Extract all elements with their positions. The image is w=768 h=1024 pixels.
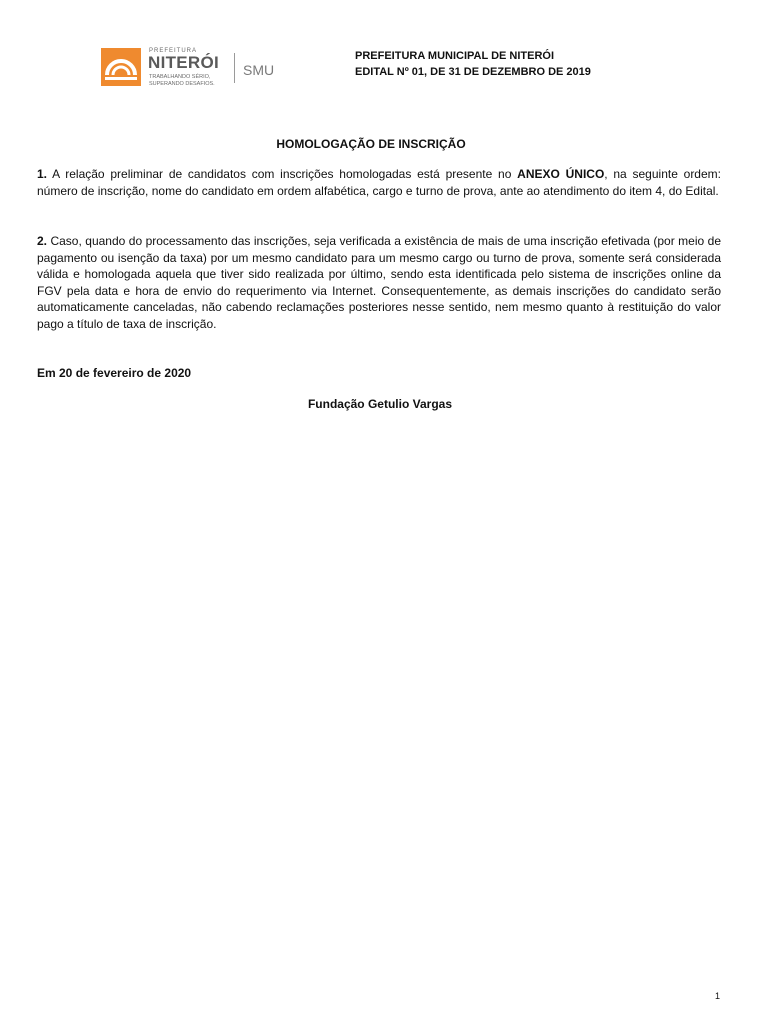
paragraph-2 xyxy=(37,233,721,332)
niteroi-arch-icon xyxy=(101,48,141,86)
paragraph-1-text-b: , na seguinte ordem: número de inscrição, nome do candidato em ordem alfabética, cargo e turno de prova, ante ao atendimento do item 4, do Edital. xyxy=(37,167,721,198)
paragraph-1-text-a: A relação preliminar de candidatos com inscrições homologadas está presente no xyxy=(47,167,518,181)
paragraph-1-emphasis: ANEXO ÚNICO xyxy=(517,167,605,181)
paragraph-2-number: 2. xyxy=(37,234,48,248)
logo-slogan xyxy=(149,74,215,87)
paragraph-1-number: 1. xyxy=(37,167,48,181)
logo-divider xyxy=(234,53,235,83)
header-line-edital: EDITAL Nº 01, DE 31 DE DEZEMBRO DE 2019 xyxy=(355,66,591,78)
document-header xyxy=(355,48,591,80)
page-number: 1 xyxy=(714,991,720,1001)
niteroi-logo xyxy=(101,48,281,88)
logo-city-name: NITERÓI xyxy=(148,53,220,72)
document-title: HOMOLOGAÇÃO DE INSCRIÇÃO xyxy=(276,137,466,151)
paragraph-1 xyxy=(37,166,721,199)
header-line-municipality: PREFEITURA MUNICIPAL DE NITERÓI xyxy=(355,50,555,62)
signature: Fundação Getulio Vargas xyxy=(307,397,453,411)
logo-slogan-line1: TRABALHANDO SÉRIO, xyxy=(149,74,211,80)
logo-department: SMU xyxy=(243,62,275,78)
logo-prefeitura-label: PREFEITURA xyxy=(149,48,198,54)
date-line: Em 20 de fevereiro de 2020 xyxy=(37,366,192,380)
logo-slogan-line2: SUPERANDO DESAFIOS. xyxy=(149,80,215,87)
paragraph-2-text: Caso, quando do processamento das inscrições, seja verificada a existência de mais de uma inscrição efetivada (por meio de pagamento ou isenção da taxa) por um mesmo candidato para um mesmo cargo ou turno de prova, somente será considerada válida e homologada aquela que tiver sido realizada por último, sendo esta identificada pelo sistema de inscrições online da FGV pela data e hora de envio do requerimento via Internet. Consequentemente, as demais inscrições do candidato serão automaticamente canceladas, não cabendo reclamações posteriores nesse sentido, nem mesmo quanto à restituição do valor pago a título de taxa de inscrição. xyxy=(37,234,721,331)
